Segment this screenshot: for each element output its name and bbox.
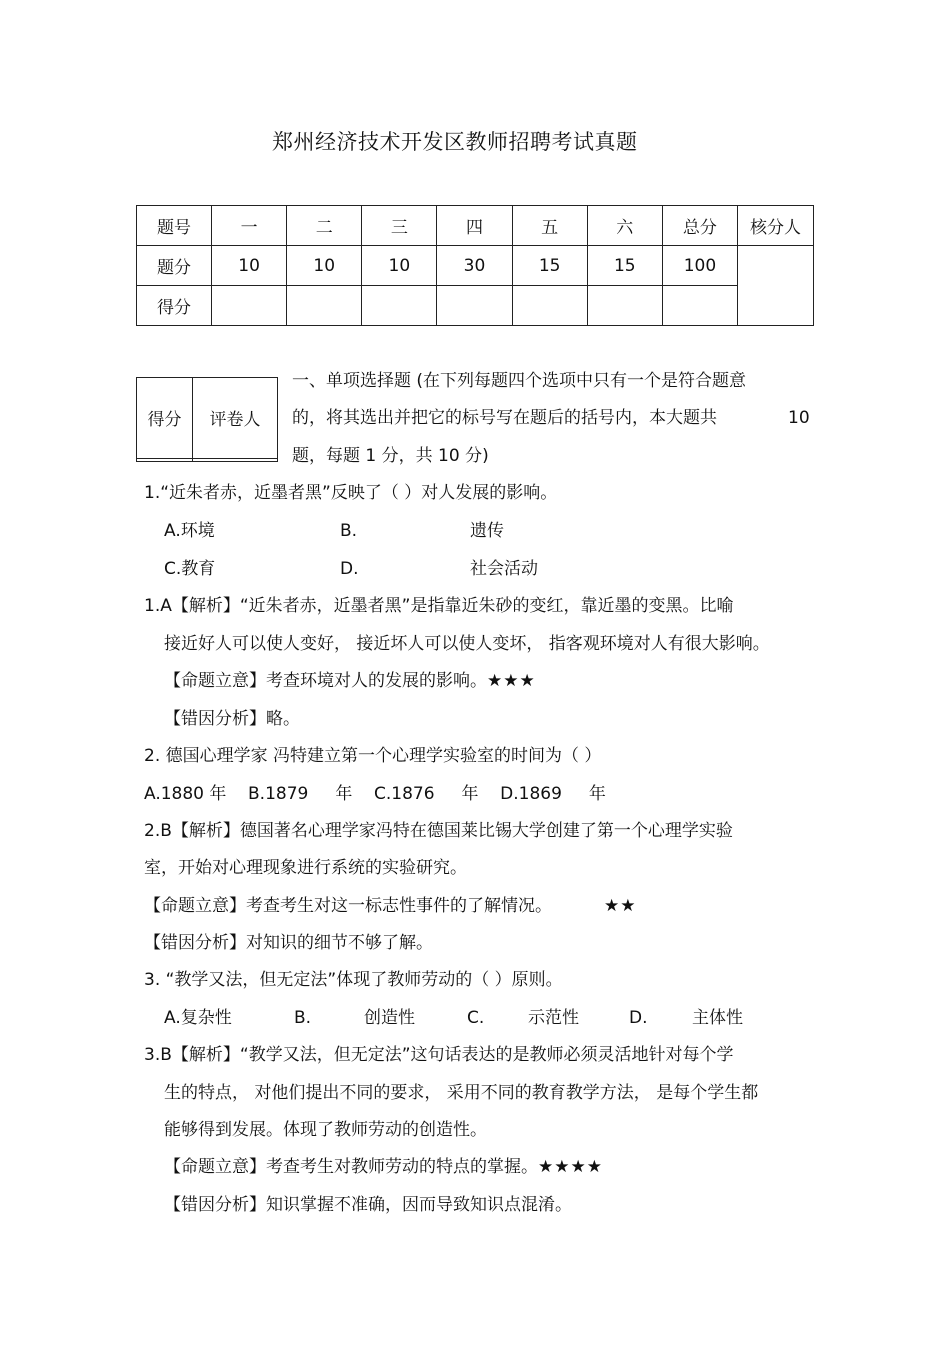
section-heading-line3: 题，每题 1 分，共 10 分): [292, 446, 489, 466]
q3-option-d-letter: D.: [629, 1008, 648, 1028]
q1-option-b-letter: B.: [340, 521, 358, 541]
table-cell: 100: [662, 246, 737, 286]
q3-option-c-text: 示范性: [528, 1008, 579, 1028]
table-cell: [437, 286, 512, 326]
q2-answer-line2: 室，开始对心理现象进行系统的实验研究。: [144, 858, 467, 878]
table-cell: 三: [362, 206, 437, 246]
q1-option-d-letter: D.: [340, 559, 359, 579]
table-cell: [662, 286, 737, 326]
q3-intent: [164, 1159, 603, 1176]
q2-intent-text: 【命题立意】考查考生对这一标志性事件的了解情况。: [144, 896, 552, 916]
table-row: [137, 206, 814, 246]
q3-intent-text: 【命题立意】考查考生对教师劳动的特点的掌握。: [164, 1157, 538, 1177]
q3-option-a: A.复杂性: [164, 1008, 232, 1028]
score-table: [136, 205, 814, 326]
q1-difficulty-stars: ★★★: [487, 671, 536, 691]
q3-option-b-letter: B.: [294, 1008, 312, 1028]
page-title: 郑州经济技术开发区教师招聘考试真题: [272, 130, 638, 154]
table-cell: 题号: [137, 206, 212, 246]
q2-answer-line1: 2.B【解析】德国著名心理学家冯特在德国莱比锡大学创建了第一个心理学实验: [144, 821, 733, 841]
table-cell: 四: [437, 206, 512, 246]
table-cell: 六: [587, 206, 662, 246]
table-cell: [587, 286, 662, 326]
table-cell: [362, 286, 437, 326]
table-cell-checker: [738, 246, 814, 326]
table-cell: 一: [212, 206, 287, 246]
q1-option-c: C.教育: [164, 559, 216, 579]
table-cell: 10: [212, 246, 287, 286]
table-row: [137, 378, 278, 459]
table-cell: 五: [512, 206, 587, 246]
table-cell: 评卷人: [193, 378, 278, 459]
question-1-stem: 1.“近朱者赤，近墨者黑”反映了（ ）对人发展的影响。: [144, 483, 558, 503]
q2-error-analysis: 【错因分析】对知识的细节不够了解。: [144, 933, 433, 953]
table-cell: 15: [587, 246, 662, 286]
q2-options: A.1880 年 B.1879 年 C.1876 年 D.1869 年: [144, 784, 606, 804]
table-cell: [287, 286, 362, 326]
q1-intent: [164, 673, 536, 690]
question-3-stem: 3. “教学又法，但无定法”体现了教师劳动的（ ）原则。: [144, 970, 563, 990]
table-cell: [212, 286, 287, 326]
table-cell: 15: [512, 246, 587, 286]
q1-intent-text: 【命题立意】考查环境对人的发展的影响。: [164, 671, 487, 691]
table-cell: 得分: [137, 286, 212, 326]
table-cell: [193, 458, 278, 461]
table-cell: 10: [287, 246, 362, 286]
q1-option-b-text: 遗传: [470, 521, 504, 541]
table-row: [137, 458, 278, 461]
q1-answer-line1: 1.A【解析】“近朱者赤，近墨者黑”是指靠近朱砂的变红，靠近墨的变黑。比喻: [144, 596, 734, 616]
q1-option-a: A.环境: [164, 521, 215, 541]
question-2-stem: 2. 德国心理学家 冯特建立第一个心理学实验室的时间为（ ）: [144, 746, 602, 766]
q1-answer-line2: 接近好人可以使人变好， 接近坏人可以使人变坏， 指客观环境对人有很大影响。: [164, 634, 770, 654]
q3-answer-line3: 能够得到发展。体现了教师劳动的创造性。: [164, 1120, 487, 1140]
section-heading-line2: 的，将其选出并把它的标号写在题后的括号内，本大题共: [292, 408, 717, 428]
q2-difficulty-stars: ★★: [604, 896, 637, 916]
q3-answer-line1: 3.B【解析】“教学又法，但无定法”这句话表达的是教师必须灵活地针对每个学: [144, 1045, 734, 1065]
q3-error-analysis: 【错因分析】知识掌握不准确，因而导致知识点混淆。: [164, 1195, 572, 1215]
table-row: [137, 286, 814, 326]
table-cell: 二: [287, 206, 362, 246]
section-heading-line1: 一、单项选择题 (在下列每题四个选项中只有一个是符合题意: [292, 371, 747, 391]
q3-option-c-letter: C.: [467, 1008, 485, 1028]
table-cell: 总分: [662, 206, 737, 246]
q3-option-b-text: 创造性: [364, 1008, 415, 1028]
grader-table: [136, 377, 278, 462]
table-cell: 得分: [137, 378, 193, 459]
table-cell: 核分人: [738, 206, 814, 246]
q1-error-analysis: 【错因分析】略。: [164, 709, 300, 729]
table-cell: 10: [362, 246, 437, 286]
table-row: [137, 246, 814, 286]
q3-answer-line2: 生的特点， 对他们提出不同的要求， 采用不同的教育教学方法， 是每个学生都: [164, 1083, 759, 1103]
q1-option-d-text: 社会活动: [470, 559, 538, 579]
q3-difficulty-stars: ★★★★: [538, 1157, 603, 1177]
table-cell: 30: [437, 246, 512, 286]
q3-option-d-text: 主体性: [692, 1008, 743, 1028]
table-cell: [137, 458, 193, 461]
section-heading-number: 10: [788, 408, 810, 428]
table-cell: [512, 286, 587, 326]
table-cell: 题分: [137, 246, 212, 286]
